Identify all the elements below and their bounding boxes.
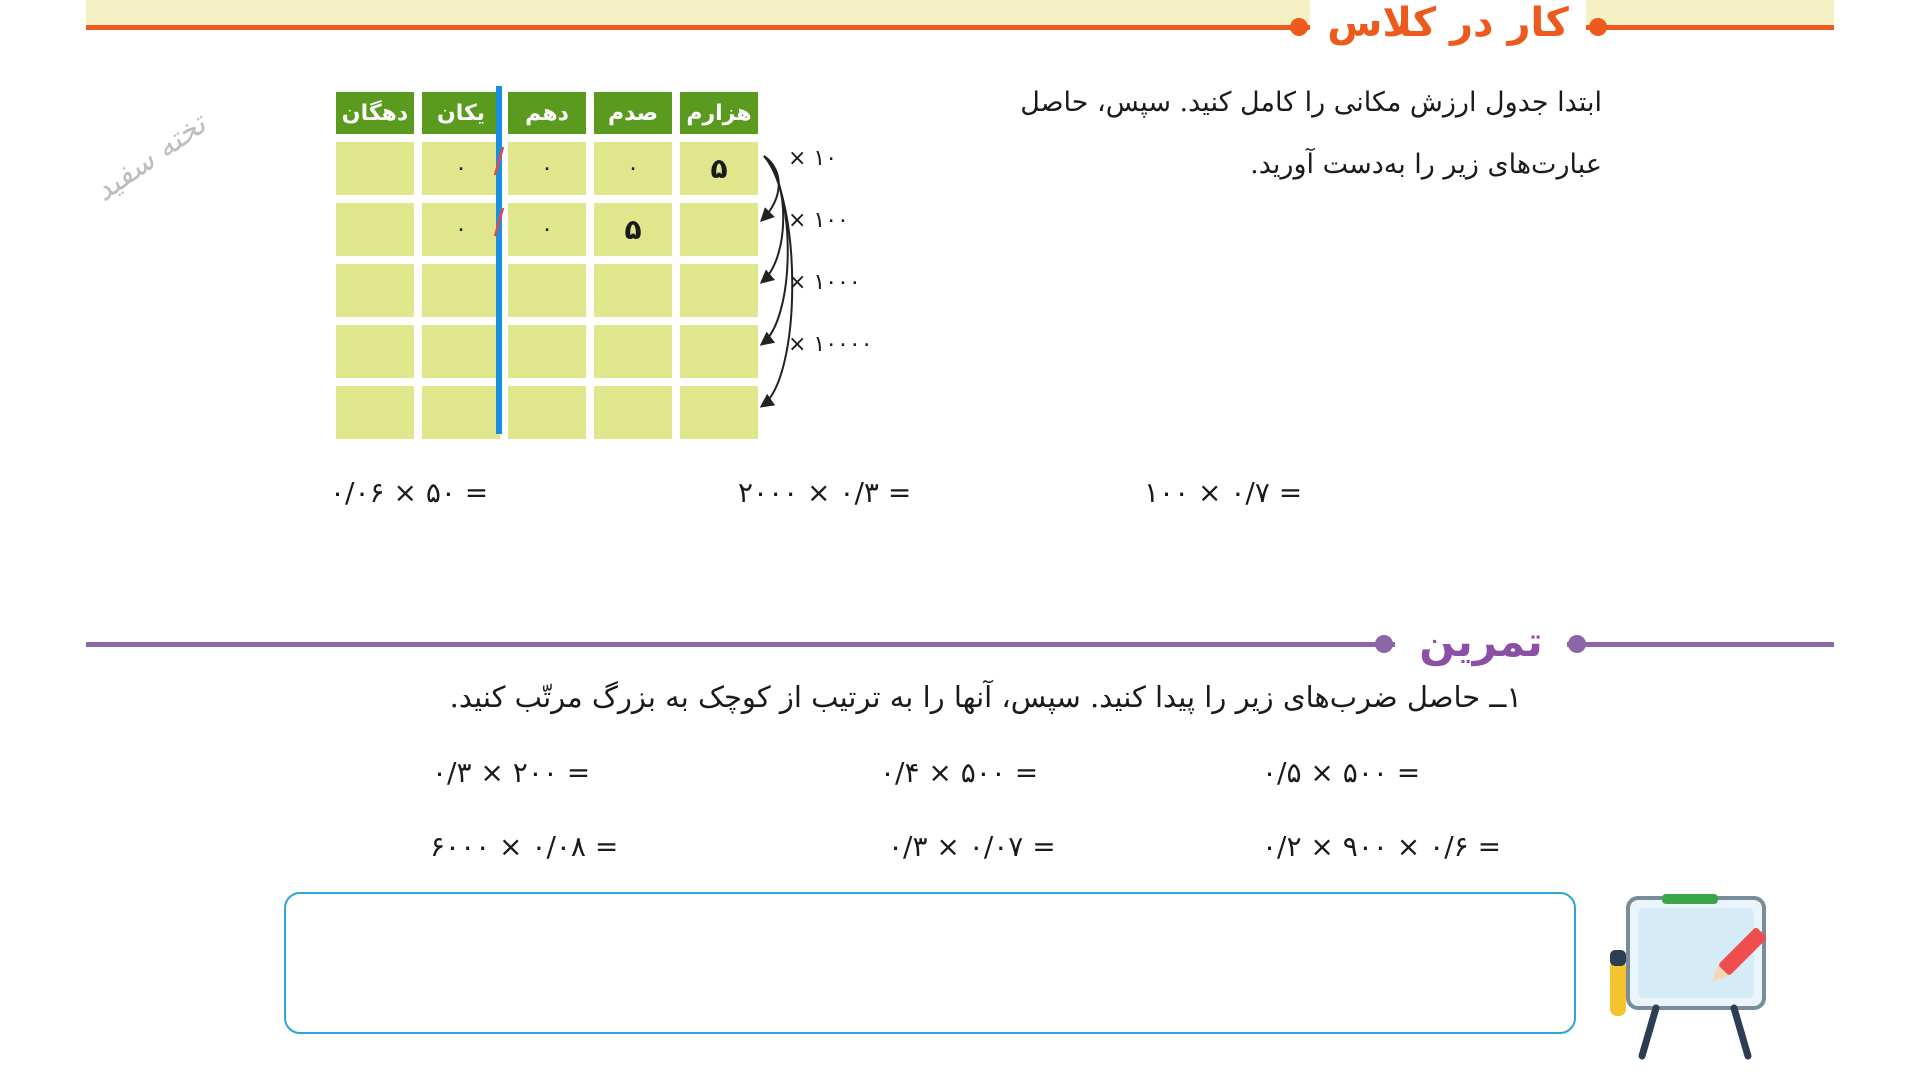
table-row	[336, 203, 758, 256]
table-cell[interactable]	[336, 142, 414, 195]
practice-equation: ۰/۳ × ۲۰۰ =	[432, 756, 591, 789]
multiplier-label: × ۱۰	[788, 146, 838, 171]
classwork-title: کار در کلاس	[1327, 0, 1569, 46]
practice-dot-right	[1568, 635, 1586, 653]
table-cell[interactable]: ۵	[594, 203, 672, 256]
table-cell[interactable]: ۰	[508, 203, 586, 256]
header-thousandths: هزارم	[680, 92, 758, 134]
practice-dot-left	[1375, 635, 1393, 653]
table-cell[interactable]	[680, 203, 758, 256]
classwork-equation: ۲۰۰۰ × ۰/۳ =	[738, 476, 912, 509]
header-hundredths: صدم	[594, 92, 672, 134]
header-dot-left	[1290, 18, 1308, 36]
practice-equation: ۰/۲ × ۹۰۰ × ۰/۶ =	[1262, 830, 1502, 863]
table-cell[interactable]	[508, 386, 586, 439]
place-value-table	[328, 84, 766, 447]
table-cell[interactable]	[508, 264, 586, 317]
table-cell[interactable]	[336, 264, 414, 317]
answer-box[interactable]	[284, 892, 1576, 1034]
decimal-point-line	[496, 86, 502, 434]
table-row	[336, 325, 758, 378]
header-tenths: دهم	[508, 92, 586, 134]
practice-question-1: ۱ــ حاصل ضرب‌های زیر را پیدا کنید. سپس، آنها را به ترتیب از کوچک به بزرگ مرتّب کنید.	[449, 680, 1522, 714]
table-cell[interactable]	[594, 386, 672, 439]
classwork-instruction	[882, 72, 1602, 196]
arrow-curve	[762, 156, 783, 282]
classwork-equation: ۰/۰۶ × ۵۰ =	[330, 476, 489, 509]
instruction-line-2: عبارت‌های زیر را به‌دست آورید.	[1250, 149, 1602, 180]
table-row	[336, 142, 758, 195]
multiplier-label: × ۱۰۰۰	[788, 270, 861, 295]
table-row	[336, 386, 758, 439]
arrow-curve	[762, 156, 788, 344]
table-cell[interactable]	[508, 325, 586, 378]
header-ones: یکان	[422, 92, 500, 134]
table-cell[interactable]	[336, 203, 414, 256]
table-cell[interactable]	[336, 386, 414, 439]
table-header-row	[336, 92, 758, 134]
header-tens: دهگان	[336, 92, 414, 134]
table-cell[interactable]: ۰	[422, 142, 500, 195]
header-dot-right	[1589, 18, 1607, 36]
table-cell[interactable]	[594, 325, 672, 378]
practice-equation: ۶۰۰۰ × ۰/۰۸ =	[430, 830, 619, 863]
table-cell[interactable]	[680, 264, 758, 317]
table-cell[interactable]	[422, 325, 500, 378]
table-cell[interactable]: ۰	[508, 142, 586, 195]
table-cell[interactable]	[680, 386, 758, 439]
table-cell[interactable]	[680, 325, 758, 378]
table-cell[interactable]: ۵	[680, 142, 758, 195]
multiplier-label: × ۱۰۰	[788, 208, 849, 233]
table-cell[interactable]: ۰	[422, 203, 500, 256]
watermark: تخته سفید	[88, 106, 213, 209]
table-cell[interactable]	[422, 264, 500, 317]
table-cell[interactable]	[336, 325, 414, 378]
table-row	[336, 264, 758, 317]
decimal-slash-mark	[492, 205, 506, 239]
multiplier-label: × ۱۰۰۰۰	[788, 332, 873, 357]
practice-equation: ۰/۴ × ۵۰۰ =	[880, 756, 1039, 789]
table-cell[interactable]	[594, 264, 672, 317]
classwork-equation: ۱۰۰ × ۰/۷ =	[1144, 476, 1303, 509]
table-cell[interactable]: ۰	[594, 142, 672, 195]
practice-equation: ۰/۳ × ۰/۰۷ =	[888, 830, 1056, 863]
instruction-line-1: ابتدا جدول ارزش مکانی را کامل کنید. سپس، حاصل	[1020, 87, 1602, 118]
decimal-slash-mark	[492, 144, 506, 178]
table-cell[interactable]	[422, 386, 500, 439]
whiteboard-easel-icon	[1600, 890, 1770, 1060]
practice-title: تمرین	[1419, 617, 1543, 666]
practice-equation: ۰/۵ × ۵۰۰ =	[1262, 756, 1421, 789]
